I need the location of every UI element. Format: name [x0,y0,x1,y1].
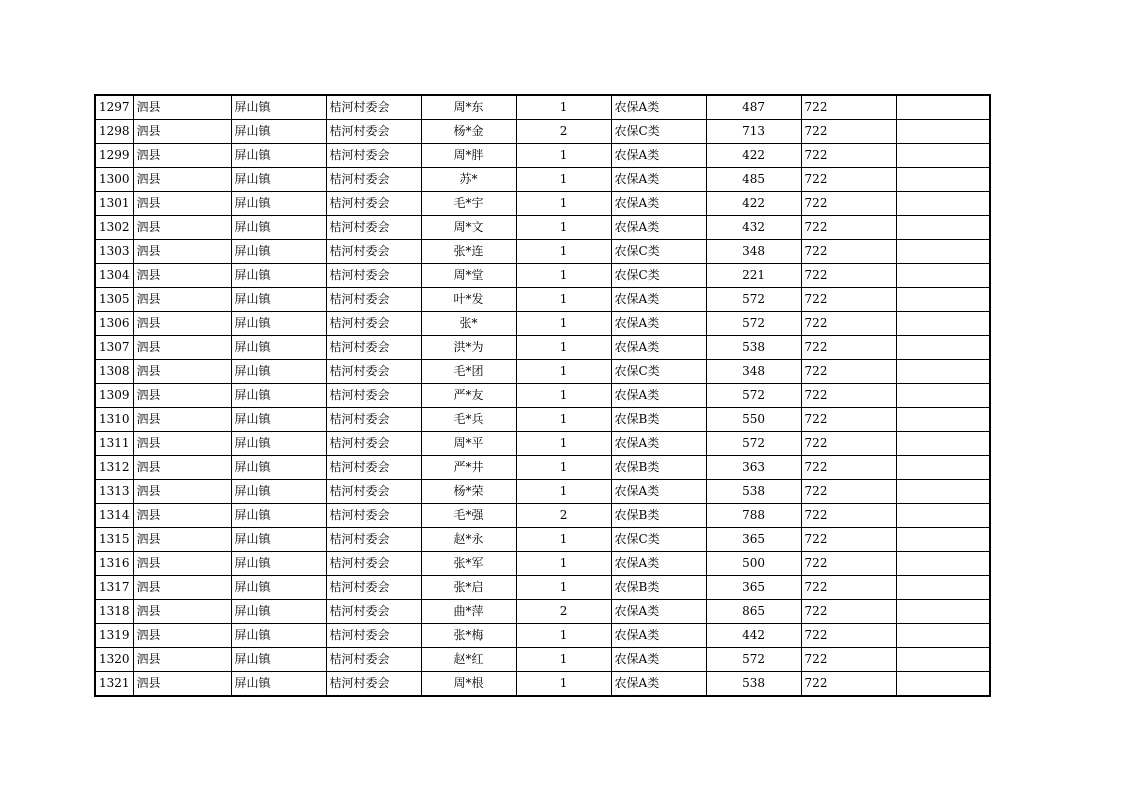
cell-amount: 572 [706,432,801,456]
cell-amount: 363 [706,456,801,480]
cell-household-count: 1 [516,144,611,168]
table-row [95,192,990,216]
cell-code: 722 [801,288,896,312]
cell-county: 泗县 [133,264,231,288]
cell-town: 屏山镇 [231,648,326,672]
cell-village: 桔河村委会 [326,336,421,360]
cell-town: 屏山镇 [231,95,326,120]
cell-person-name: 张* [421,312,516,336]
cell-code: 722 [801,672,896,697]
cell-blank [896,312,990,336]
cell-town: 屏山镇 [231,624,326,648]
cell-person-name: 张*连 [421,240,516,264]
cell-insurance-type: 农保A类 [611,480,706,504]
cell-serial-number: 1299 [95,144,133,168]
cell-village: 桔河村委会 [326,672,421,697]
cell-serial-number: 1304 [95,264,133,288]
cell-household-count: 1 [516,648,611,672]
cell-blank [896,168,990,192]
cell-person-name: 苏* [421,168,516,192]
cell-person-name: 周*根 [421,672,516,697]
cell-county: 泗县 [133,504,231,528]
cell-county: 泗县 [133,144,231,168]
cell-blank [896,95,990,120]
cell-amount: 788 [706,504,801,528]
cell-village: 桔河村委会 [326,504,421,528]
cell-village: 桔河村委会 [326,648,421,672]
cell-insurance-type: 农保A类 [611,168,706,192]
table-row [95,528,990,552]
cell-household-count: 2 [516,600,611,624]
cell-blank [896,528,990,552]
cell-insurance-type: 农保A类 [611,144,706,168]
cell-household-count: 1 [516,528,611,552]
cell-town: 屏山镇 [231,336,326,360]
table-row [95,408,990,432]
cell-insurance-type: 农保A类 [611,552,706,576]
cell-village: 桔河村委会 [326,624,421,648]
cell-county: 泗县 [133,624,231,648]
cell-county: 泗县 [133,240,231,264]
cell-person-name: 叶*发 [421,288,516,312]
cell-serial-number: 1311 [95,432,133,456]
table-row [95,120,990,144]
cell-village: 桔河村委会 [326,264,421,288]
cell-code: 722 [801,168,896,192]
cell-code: 722 [801,120,896,144]
cell-person-name: 周*东 [421,95,516,120]
table-row [95,240,990,264]
cell-blank [896,216,990,240]
cell-town: 屏山镇 [231,120,326,144]
table-row [95,624,990,648]
cell-person-name: 张*启 [421,576,516,600]
cell-county: 泗县 [133,528,231,552]
cell-village: 桔河村委会 [326,216,421,240]
cell-insurance-type: 农保A类 [611,672,706,697]
cell-serial-number: 1303 [95,240,133,264]
cell-county: 泗县 [133,95,231,120]
cell-amount: 538 [706,336,801,360]
cell-county: 泗县 [133,600,231,624]
cell-household-count: 2 [516,120,611,144]
cell-person-name: 杨*荣 [421,480,516,504]
cell-amount: 365 [706,528,801,552]
table-row [95,384,990,408]
table-row [95,600,990,624]
cell-household-count: 1 [516,408,611,432]
cell-town: 屏山镇 [231,552,326,576]
table-row [95,480,990,504]
table-row [95,288,990,312]
cell-person-name: 杨*金 [421,120,516,144]
cell-code: 722 [801,600,896,624]
table-row [95,432,990,456]
table-row [95,312,990,336]
cell-code: 722 [801,456,896,480]
cell-household-count: 1 [516,480,611,504]
cell-code: 722 [801,216,896,240]
cell-county: 泗县 [133,216,231,240]
cell-county: 泗县 [133,408,231,432]
cell-person-name: 毛*强 [421,504,516,528]
cell-county: 泗县 [133,480,231,504]
cell-household-count: 1 [516,576,611,600]
cell-amount: 572 [706,312,801,336]
cell-town: 屏山镇 [231,528,326,552]
cell-insurance-type: 农保B类 [611,456,706,480]
cell-person-name: 毛*团 [421,360,516,384]
cell-serial-number: 1305 [95,288,133,312]
cell-insurance-type: 农保A类 [611,312,706,336]
cell-code: 722 [801,552,896,576]
cell-serial-number: 1307 [95,336,133,360]
cell-code: 722 [801,312,896,336]
cell-county: 泗县 [133,192,231,216]
cell-blank [896,240,990,264]
cell-blank [896,672,990,697]
cell-insurance-type: 农保A类 [611,432,706,456]
cell-blank [896,432,990,456]
cell-insurance-type: 农保A类 [611,648,706,672]
table-row [95,216,990,240]
cell-serial-number: 1310 [95,408,133,432]
cell-insurance-type: 农保A类 [611,288,706,312]
table-row [95,360,990,384]
cell-village: 桔河村委会 [326,95,421,120]
cell-household-count: 1 [516,456,611,480]
cell-code: 722 [801,144,896,168]
cell-serial-number: 1306 [95,312,133,336]
cell-serial-number: 1315 [95,528,133,552]
table-row [95,144,990,168]
cell-county: 泗县 [133,168,231,192]
cell-amount: 572 [706,384,801,408]
cell-town: 屏山镇 [231,288,326,312]
cell-blank [896,384,990,408]
cell-household-count: 1 [516,384,611,408]
cell-person-name: 张*军 [421,552,516,576]
cell-town: 屏山镇 [231,576,326,600]
cell-amount: 538 [706,672,801,697]
cell-household-count: 1 [516,552,611,576]
cell-insurance-type: 农保A类 [611,192,706,216]
cell-household-count: 1 [516,192,611,216]
cell-code: 722 [801,624,896,648]
cell-amount: 432 [706,216,801,240]
cell-household-count: 1 [516,288,611,312]
cell-county: 泗县 [133,576,231,600]
cell-blank [896,456,990,480]
cell-insurance-type: 农保C类 [611,120,706,144]
cell-village: 桔河村委会 [326,168,421,192]
cell-blank [896,552,990,576]
cell-blank [896,504,990,528]
cell-town: 屏山镇 [231,384,326,408]
cell-county: 泗县 [133,336,231,360]
cell-village: 桔河村委会 [326,144,421,168]
cell-town: 屏山镇 [231,408,326,432]
cell-town: 屏山镇 [231,240,326,264]
cell-town: 屏山镇 [231,456,326,480]
cell-code: 722 [801,264,896,288]
cell-household-count: 1 [516,95,611,120]
cell-person-name: 严*友 [421,384,516,408]
cell-amount: 572 [706,288,801,312]
cell-code: 722 [801,432,896,456]
cell-amount: 538 [706,480,801,504]
cell-village: 桔河村委会 [326,120,421,144]
cell-insurance-type: 农保C类 [611,264,706,288]
table-row [95,336,990,360]
cell-county: 泗县 [133,432,231,456]
cell-household-count: 1 [516,312,611,336]
cell-person-name: 严*井 [421,456,516,480]
cell-code: 722 [801,192,896,216]
cell-code: 722 [801,408,896,432]
cell-county: 泗县 [133,384,231,408]
table-row [95,552,990,576]
cell-amount: 485 [706,168,801,192]
table-row [95,648,990,672]
table-row [95,168,990,192]
cell-insurance-type: 农保A类 [611,624,706,648]
cell-code: 722 [801,528,896,552]
cell-serial-number: 1318 [95,600,133,624]
cell-county: 泗县 [133,360,231,384]
cell-person-name: 周*堂 [421,264,516,288]
cell-town: 屏山镇 [231,192,326,216]
cell-village: 桔河村委会 [326,192,421,216]
cell-serial-number: 1313 [95,480,133,504]
cell-insurance-type: 农保B类 [611,576,706,600]
table-row [95,95,990,120]
cell-town: 屏山镇 [231,144,326,168]
cell-household-count: 1 [516,264,611,288]
cell-town: 屏山镇 [231,672,326,697]
cell-serial-number: 1298 [95,120,133,144]
cell-blank [896,120,990,144]
cell-person-name: 周*平 [421,432,516,456]
cell-serial-number: 1314 [95,504,133,528]
cell-amount: 487 [706,95,801,120]
cell-household-count: 1 [516,624,611,648]
table-row [95,672,990,697]
cell-person-name: 张*梅 [421,624,516,648]
cell-village: 桔河村委会 [326,600,421,624]
cell-village: 桔河村委会 [326,288,421,312]
cell-household-count: 1 [516,360,611,384]
cell-blank [896,624,990,648]
cell-village: 桔河村委会 [326,384,421,408]
cell-blank [896,648,990,672]
cell-town: 屏山镇 [231,216,326,240]
cell-serial-number: 1300 [95,168,133,192]
cell-code: 722 [801,384,896,408]
cell-household-count: 1 [516,168,611,192]
cell-blank [896,600,990,624]
cell-household-count: 1 [516,672,611,697]
cell-village: 桔河村委会 [326,312,421,336]
cell-blank [896,144,990,168]
cell-serial-number: 1320 [95,648,133,672]
cell-county: 泗县 [133,552,231,576]
cell-town: 屏山镇 [231,360,326,384]
cell-village: 桔河村委会 [326,432,421,456]
table-row [95,264,990,288]
cell-village: 桔河村委会 [326,456,421,480]
cell-serial-number: 1319 [95,624,133,648]
cell-person-name: 赵*永 [421,528,516,552]
cell-insurance-type: 农保C类 [611,240,706,264]
cell-person-name: 赵*红 [421,648,516,672]
cell-amount: 572 [706,648,801,672]
cell-code: 722 [801,504,896,528]
cell-blank [896,480,990,504]
table-row [95,504,990,528]
cell-village: 桔河村委会 [326,552,421,576]
cell-code: 722 [801,360,896,384]
cell-insurance-type: 农保B类 [611,504,706,528]
cell-village: 桔河村委会 [326,480,421,504]
cell-blank [896,336,990,360]
cell-code: 722 [801,95,896,120]
cell-insurance-type: 农保A类 [611,216,706,240]
cell-household-count: 2 [516,504,611,528]
cell-county: 泗县 [133,288,231,312]
table-row [95,576,990,600]
cell-town: 屏山镇 [231,168,326,192]
table-body [95,95,990,696]
cell-serial-number: 1309 [95,384,133,408]
cell-person-name: 周*胖 [421,144,516,168]
cell-village: 桔河村委会 [326,408,421,432]
cell-county: 泗县 [133,648,231,672]
cell-village: 桔河村委会 [326,576,421,600]
cell-person-name: 毛*兵 [421,408,516,432]
cell-serial-number: 1321 [95,672,133,697]
cell-blank [896,288,990,312]
cell-blank [896,576,990,600]
cell-town: 屏山镇 [231,600,326,624]
cell-amount: 865 [706,600,801,624]
cell-household-count: 1 [516,216,611,240]
cell-insurance-type: 农保C类 [611,360,706,384]
cell-town: 屏山镇 [231,432,326,456]
cell-household-count: 1 [516,336,611,360]
cell-amount: 348 [706,360,801,384]
cell-serial-number: 1308 [95,360,133,384]
cell-amount: 442 [706,624,801,648]
cell-household-count: 1 [516,240,611,264]
cell-insurance-type: 农保A类 [611,384,706,408]
cell-amount: 348 [706,240,801,264]
cell-insurance-type: 农保B类 [611,408,706,432]
cell-amount: 713 [706,120,801,144]
cell-person-name: 曲*萍 [421,600,516,624]
cell-amount: 500 [706,552,801,576]
cell-serial-number: 1297 [95,95,133,120]
cell-blank [896,408,990,432]
cell-town: 屏山镇 [231,312,326,336]
cell-serial-number: 1317 [95,576,133,600]
table-row [95,456,990,480]
cell-code: 722 [801,576,896,600]
cell-blank [896,360,990,384]
cell-household-count: 1 [516,432,611,456]
cell-county: 泗县 [133,120,231,144]
cell-amount: 365 [706,576,801,600]
cell-serial-number: 1312 [95,456,133,480]
cell-serial-number: 1316 [95,552,133,576]
cell-county: 泗县 [133,456,231,480]
cell-code: 722 [801,480,896,504]
cell-village: 桔河村委会 [326,528,421,552]
cell-town: 屏山镇 [231,480,326,504]
cell-insurance-type: 农保C类 [611,528,706,552]
data-table [94,94,991,697]
cell-amount: 422 [706,192,801,216]
cell-amount: 422 [706,144,801,168]
cell-code: 722 [801,336,896,360]
cell-person-name: 周*文 [421,216,516,240]
cell-insurance-type: 农保A类 [611,336,706,360]
cell-code: 722 [801,240,896,264]
cell-person-name: 毛*宇 [421,192,516,216]
cell-insurance-type: 农保A类 [611,600,706,624]
cell-person-name: 洪*为 [421,336,516,360]
cell-amount: 550 [706,408,801,432]
cell-serial-number: 1302 [95,216,133,240]
cell-code: 722 [801,648,896,672]
cell-town: 屏山镇 [231,264,326,288]
cell-village: 桔河村委会 [326,240,421,264]
cell-insurance-type: 农保A类 [611,95,706,120]
cell-town: 屏山镇 [231,504,326,528]
cell-serial-number: 1301 [95,192,133,216]
cell-county: 泗县 [133,672,231,697]
cell-blank [896,264,990,288]
cell-blank [896,192,990,216]
cell-county: 泗县 [133,312,231,336]
cell-village: 桔河村委会 [326,360,421,384]
cell-amount: 221 [706,264,801,288]
